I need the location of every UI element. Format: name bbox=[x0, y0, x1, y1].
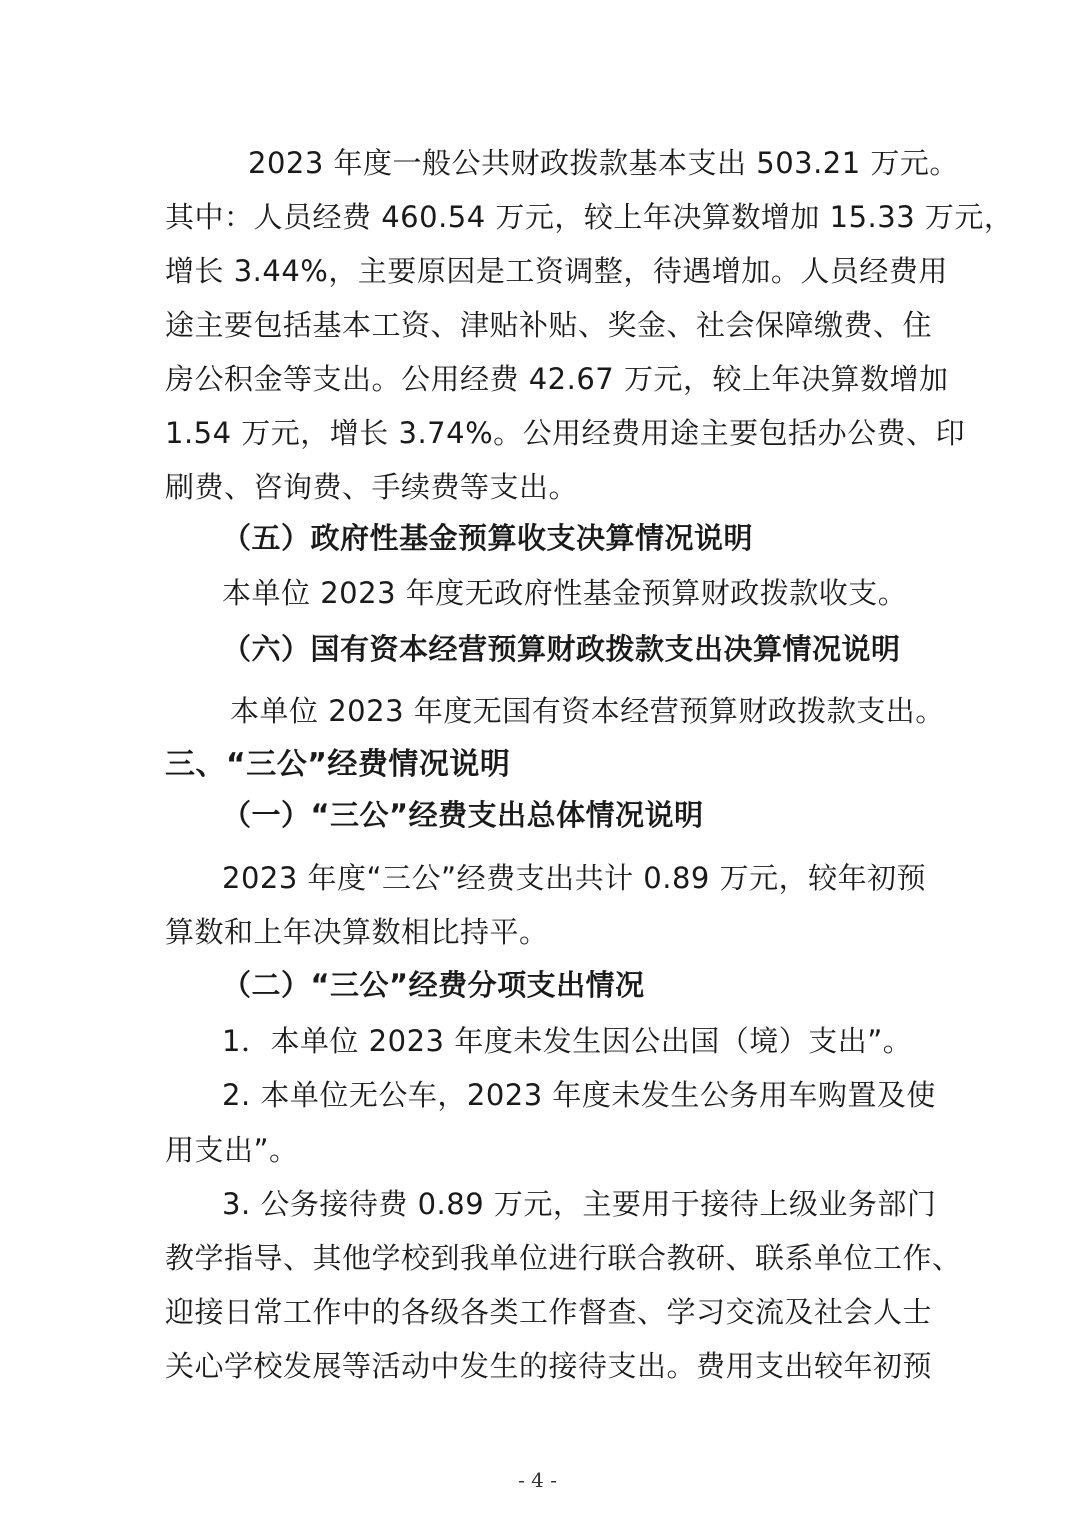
paragraph-line: 途主要包括基本工资、津贴补贴、奖金、社会保障缴费、住 bbox=[165, 308, 933, 342]
list-item: 2. 本单位无公车，2023 年度未发生公务用车购置及使 bbox=[222, 1078, 936, 1112]
paragraph-line: 1.54 万元，增长 3.74%。公用经费用途主要包括办公费、印 bbox=[165, 416, 966, 450]
list-item: 关心学校发展等活动中发生的接待支出。费用支出较年初预 bbox=[165, 1349, 933, 1383]
list-item: 1．本单位 2023 年度未发生因公出国（境）支出”。 bbox=[222, 1024, 913, 1058]
paragraph-line: 增长 3.44%，主要原因是工资调整，待遇增加。人员经费用 bbox=[165, 254, 948, 288]
list-item: 3. 公务接待费 0.89 万元，主要用于接待上级业务部门 bbox=[222, 1187, 937, 1221]
subsection-heading: （二）“三公”经费分项支出情况 bbox=[222, 968, 645, 1002]
paragraph-line: 算数和上年决算数相比持平。 bbox=[165, 915, 549, 949]
paragraph-line: 房公积金等支出。公用经费 42.67 万元，较上年决算数增加 bbox=[165, 362, 949, 396]
list-item: 用支出”。 bbox=[165, 1133, 299, 1167]
list-item: 迎接日常工作中的各级各类工作督查、学习交流及社会人士 bbox=[165, 1295, 933, 1329]
subsection-heading: （一）“三公”经费支出总体情况说明 bbox=[222, 798, 704, 832]
paragraph-line: 本单位 2023 年度无政府性基金预算财政拨款收支。 bbox=[222, 576, 908, 610]
paragraph-line: 2023 年度“三公”经费支出共计 0.89 万元，较年初预 bbox=[222, 861, 927, 895]
paragraph-line: 刷费、咨询费、手续费等支出。 bbox=[165, 470, 579, 504]
list-item: 教学指导、其他学校到我单位进行联合教研、联系单位工作、 bbox=[165, 1241, 962, 1275]
paragraph-line: 其中：人员经费 460.54 万元，较上年决算数增加 15.33 万元， bbox=[165, 200, 1014, 234]
paragraph-line: 本单位 2023 年度无国有资本经营预算财政拨款支出。 bbox=[230, 694, 945, 728]
page-number: - 4 - bbox=[518, 1468, 557, 1492]
section-heading: （五）政府性基金预算收支决算情况说明 bbox=[222, 521, 754, 555]
part-heading: 三、“三公”经费情况说明 bbox=[165, 747, 511, 782]
section-heading: （六）国有资本经营预算财政拨款支出决算情况说明 bbox=[222, 632, 901, 666]
paragraph-line: 2023 年度一般公共财政拨款基本支出 503.21 万元。 bbox=[248, 146, 959, 180]
